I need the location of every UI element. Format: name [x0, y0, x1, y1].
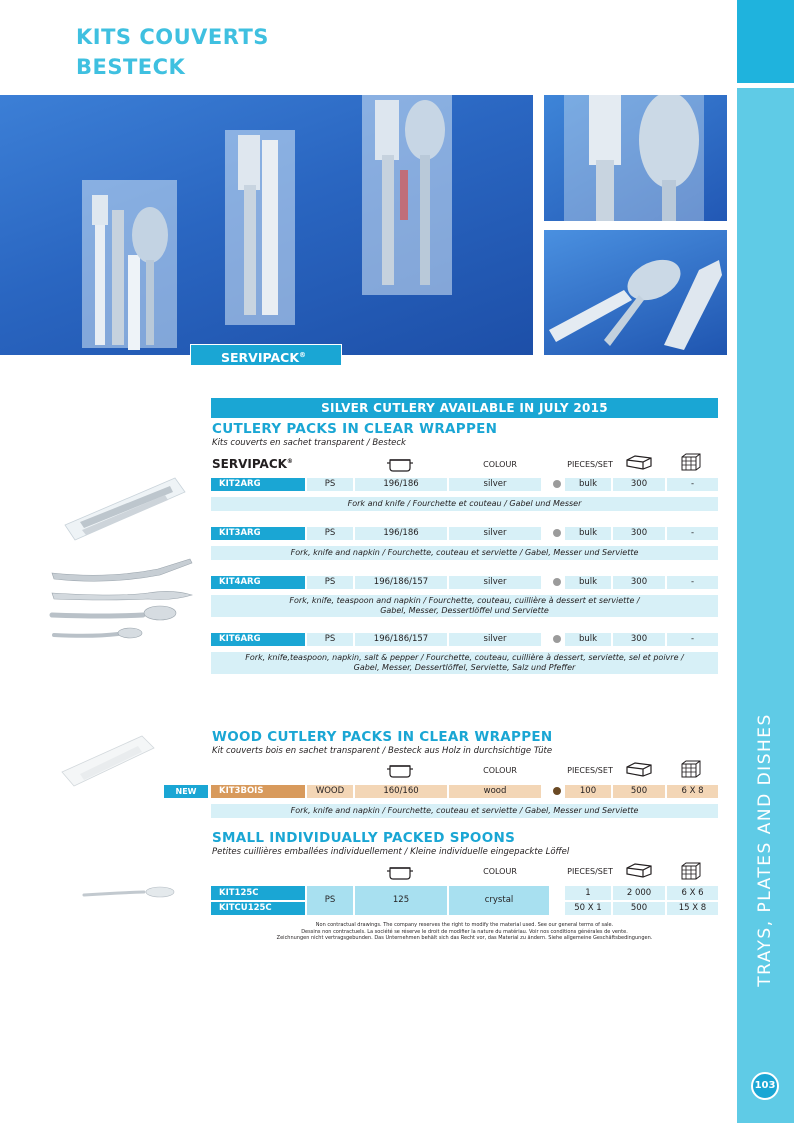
- row-description: [211, 595, 718, 617]
- footer-line-de: Zeichnungen nicht vertragsgebunden. Das Unternehmen behält sich das Recht vor, das Material zu ändern. Siehe allgemeine Geschäftsbedingungen.: [276, 935, 653, 941]
- carton-cell: -: [667, 478, 718, 491]
- size-cell: 196/186: [355, 478, 447, 491]
- carton-cell: 6 X 8: [667, 785, 718, 798]
- size-cell: 196/186/157: [355, 633, 447, 646]
- carton-grid-icon: [681, 862, 701, 880]
- description-text: Fork, knife and napkin / Fourchette, couteau et serviette / Gabel, Messer und Serviette: [290, 806, 639, 815]
- packing-cell: bulk: [565, 576, 611, 589]
- servipack-tag-mark: ®: [299, 351, 307, 359]
- section3-title: SMALL INDIVIDUALLY PACKED SPOONS: [212, 830, 516, 846]
- colour-cell: silver: [449, 633, 541, 646]
- colour-header: COLOUR: [483, 766, 517, 775]
- material-cell: WOOD: [307, 785, 353, 798]
- ref-cell: KIT4ARG: [211, 576, 305, 589]
- row-description: [211, 546, 718, 560]
- product-photo-main: [0, 95, 533, 355]
- pot-icon: [386, 762, 414, 778]
- servipack-tag-label: SERVIPACK: [221, 350, 300, 366]
- carton-cell: -: [667, 576, 718, 589]
- colour-swatch-silver: [553, 480, 561, 488]
- box-icon: [625, 862, 653, 878]
- ref-cell: KIT125C: [211, 886, 305, 900]
- colour-header: COLOUR: [483, 867, 517, 876]
- availability-banner: SILVER CUTLERY AVAILABLE IN JULY 2015: [211, 398, 718, 418]
- spoon-thumbnail: [82, 884, 178, 902]
- page-number: 103: [751, 1072, 779, 1100]
- colour-cell: silver: [449, 527, 541, 540]
- carton-cell: 15 X 8: [667, 902, 718, 915]
- section2-subtitle: Kit couverts bois en sachet transparent / Besteck aus Holz in durchsichtige Tüte: [212, 746, 553, 756]
- carton-grid-icon: [681, 760, 701, 778]
- qty-cell: 500: [613, 785, 665, 798]
- pieces-header: PIECES/SET: [567, 460, 613, 469]
- description-line1: Fork, knife, teaspoon and napkin / Fourchette, couteau, cuillière à dessert et serviette /: [289, 596, 640, 605]
- new-badge: NEW: [164, 785, 208, 798]
- size-cell: 196/186: [355, 527, 447, 540]
- side-category-label: TRAYS, PLATES AND DISHES: [755, 713, 775, 987]
- colour-cell: wood: [449, 785, 541, 798]
- ref-cell: KIT3BOIS: [211, 785, 305, 798]
- pieces-cell: 1: [565, 886, 611, 900]
- box-icon: [625, 761, 653, 777]
- cutlery-pack-thumbnail: [60, 470, 190, 545]
- section3-subtitle: Petites cuillières emballées individuellement / Kleine individuelle eingepackte Löffel: [212, 847, 570, 857]
- description-line2: Gabel, Messer, Dessertlöffel und Serviette: [380, 606, 549, 615]
- material-cell: PS: [307, 478, 353, 491]
- footer-line-fr: Dessins non contractuels. La société se réserve le droit de modifier la nature du matériau. Voir nos conditions générales de vente.: [301, 928, 628, 935]
- wood-pack-thumbnail: [58, 730, 158, 790]
- description-text: Fork and knife / Fourchette et couteau / Gabel und Messer: [347, 499, 582, 508]
- product-photo-closeup-2: [544, 230, 727, 355]
- colour-swatch-silver: [553, 635, 561, 643]
- qty-cell: 300: [613, 527, 665, 540]
- carton-cell: -: [667, 633, 718, 646]
- section1-subtitle: Kits couverts en sachet transparent / Besteck: [212, 438, 406, 448]
- colour-swatch-wood: [553, 787, 561, 795]
- row-description: [211, 497, 718, 511]
- colour-cell: silver: [449, 576, 541, 589]
- colour-cell: silver: [449, 478, 541, 491]
- section1-title: CUTLERY PACKS IN CLEAR WRAPPEN: [212, 421, 498, 437]
- qty-cell: 300: [613, 478, 665, 491]
- material-cell: PS: [307, 886, 353, 915]
- pieces-cell: 50 X 1: [565, 902, 611, 915]
- material-cell: PS: [307, 576, 353, 589]
- brand-name: SERVIPACK: [212, 457, 287, 471]
- description-text: Fork, knife and napkin / Fourchette, couteau et serviette / Gabel, Messer und Serviette: [290, 548, 639, 557]
- brand-mark: ®: [286, 458, 293, 465]
- row-description: [211, 804, 718, 818]
- packing-cell: bulk: [565, 633, 611, 646]
- ref-cell: KIT6ARG: [211, 633, 305, 646]
- size-cell: 196/186/157: [355, 576, 447, 589]
- description-line1: Fork, knife,teaspoon, napkin, salt & pepper / Fourchette, couteau, cuillière à dessert, serviette, sel et poivre /: [245, 653, 684, 662]
- size-cell: 125: [355, 886, 447, 915]
- page-title-line1: KITS COUVERTS: [76, 25, 269, 49]
- material-cell: PS: [307, 527, 353, 540]
- product-photo-closeup-1: [544, 95, 727, 221]
- qty-cell: 300: [613, 576, 665, 589]
- pot-icon: [386, 864, 414, 880]
- pot-icon: [386, 456, 414, 472]
- pieces-header: PIECES/SET: [567, 867, 613, 876]
- servipack-photo-tag: [190, 344, 342, 366]
- legal-footer: [211, 922, 718, 942]
- section2-title: WOOD CUTLERY PACKS IN CLEAR WRAPPEN: [212, 729, 553, 745]
- box-icon: [625, 454, 653, 470]
- row-description: [211, 652, 718, 674]
- material-cell: PS: [307, 633, 353, 646]
- ref-cell: KIT2ARG: [211, 478, 305, 491]
- cutlery-set-thumbnail: [48, 555, 198, 645]
- carton-cell: -: [667, 527, 718, 540]
- colour-swatch-silver: [553, 578, 561, 586]
- pieces-header: PIECES/SET: [567, 766, 613, 775]
- ref-cell: KIT3ARG: [211, 527, 305, 540]
- page-title-line2: BESTECK: [76, 55, 186, 79]
- carton-grid-icon: [681, 453, 701, 471]
- colour-swatch-silver: [553, 529, 561, 537]
- description-line2: Gabel, Messer, Dessertlöffel, Serviette, Salz und Pfeffer: [353, 663, 576, 672]
- qty-cell: 500: [613, 902, 665, 915]
- packing-cell: bulk: [565, 478, 611, 491]
- carton-cell: 6 X 6: [667, 886, 718, 900]
- section1-brand: [212, 457, 293, 471]
- pieces-cell: 100: [565, 785, 611, 798]
- qty-cell: 300: [613, 633, 665, 646]
- colour-cell: crystal: [449, 886, 549, 915]
- qty-cell: 2 000: [613, 886, 665, 900]
- footer-line-en: Non contractual drawings. The company reserves the right to modify the material used. See our general terms of sale.: [315, 922, 614, 928]
- ref-cell: KITCU125C: [211, 902, 305, 915]
- colour-header: COLOUR: [483, 460, 517, 469]
- packing-cell: bulk: [565, 527, 611, 540]
- size-cell: 160/160: [355, 785, 447, 798]
- side-band-top: [737, 0, 794, 83]
